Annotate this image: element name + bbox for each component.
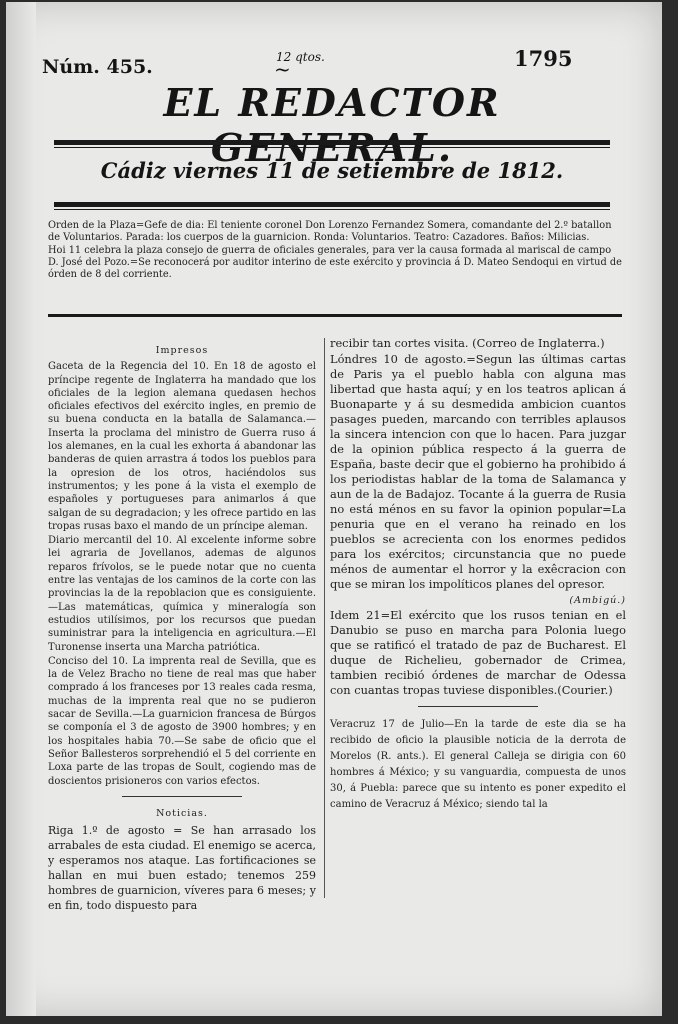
masthead-rule-thin xyxy=(54,147,610,148)
conciso-paragraph: Conciso del 10. La imprenta real de Sevilla, que es la de Velez Bracho no tiene de real mas que haber comprado á los franceses por 13 reales cada resma, muchas de la imprenta real que no se pudieron sacar de Sevilla.—La guarnicion francesa de Búrgos se componía el 3 de agosto de 3900 hombres; y en los hospitales habia 70.—Se sabe de oficio que el Señor Ballesteros sorprehendió el 5 del corriente en Loxa parte de las tropas de Soult, cogiendo mas de doscientos prisioneros con varios efectos. xyxy=(48,655,316,787)
idem-paragraph: Idem 21=El exército que los rusos tenian en el Danubio se puso en marcha para Polonia luego que se ratificó el tratado de paz de Bucharest. El duque de Richelieu, gobernador de Crimea, tambien recibió órdenes de marchar de Odessa con cuantas tropas tuviese disponibles.(Courier.) xyxy=(330,608,626,697)
orden-de-la-plaza xyxy=(48,220,622,282)
newspaper-page xyxy=(6,2,662,1016)
dateline-rule xyxy=(54,202,610,207)
page-number: 1795 xyxy=(514,46,573,71)
orden-text: Orden de la Plaza=Gefe de dia: El teniente coronel Don Lorenzo Fernandez Somera, comandante del 2.º batallon de Voluntarios. Parada: los cuerpos de la guarnicion. Ronda: Voluntarios. Teatro: Cazadores. Baños: Milicias. xyxy=(48,220,612,243)
veracruz-paragraph: Veracruz 17 de Julio—En la tarde de este dia se ha recibido de oficio la plausible noticia de la derrota de Morelos (R. ants.). El general Calleja se dirigia con 60 hombres á México; y su vanguardia, compuesta de unos 30, á Puebla: parece que su intento es poner expedito el camino de Veracruz á México; siendo tal la xyxy=(330,719,626,810)
noticias-divider xyxy=(122,796,242,797)
veracruz-divider xyxy=(418,706,538,707)
left-column xyxy=(48,342,316,914)
dateline: Cádiz viernes 11 de setiembre de 1812. xyxy=(100,158,564,183)
right-column xyxy=(330,336,626,814)
londres-paragraph: Lóndres 10 de agosto.=Segun las últimas cartas de Paris ya el pueblo habla con alguna mas libertad que hasta aquí; y en los teatros aplican á Buonaparte y á su desmedida ambicion cuantos pasages pueden, marcando con terribles aplausos la sincera intencion con que lo hacen. Para juzgar de la opinion pública respecto á la guerra de España, baste decir que el gobierno ha prohibido á los periodistas hablar de la toma de Salamanca y aun de la de Badajoz. Tocante á la guerra de Rusia no está ménos en su favor la opinion popular=La penuria que en el verano ha reinado en los pueblos se acrecienta con los enormes pedidos para los exércitos; circunstancia que no puede ménos de aumentar el horror y la exêcracion con que se miran los impolíticos planes del opresor. xyxy=(330,352,626,591)
issue-number: Núm. 455. xyxy=(42,56,153,78)
diario-paragraph: Diario mercantil del 10. Al excelente informe sobre lei agraria de Jovellanos, ademas de algunos reparos frívolos, se le puede notar que no cuenta entre las ventajas de los caminos de la corte con las provincias la de la repoblacion que es consiguiente.—Las matemáticas, química y mineralogía son estudios utilísimos, por los recursos que puedan suministrar para la inteligencia en agricultura.—El Turonense inserta una Marcha patriótica. xyxy=(48,535,316,653)
price-label: 12 qtos. xyxy=(276,50,325,64)
orden-text-2: Hoi 11 celebra la plaza consejo de guerra de oficiales generales, para ver la causa formada al mariscal de campo D. José del Pozo.=Se reconocerá por auditor interino de este exército y provincia á D. Mateo Sendoqui en virtud de órden de 8 del corriente. xyxy=(48,245,622,280)
riga-paragraph: Riga 1.º de agosto = Se han arrasado los arrabales de esta ciudad. El enemigo se acerca, y esperamos nos ataque. Las fortificaciones se hallan en mui buen estado; tenemos 259 hombres de guarnicion, víveres para 6 meses; y en fin, todo dispuesto para xyxy=(48,824,316,913)
noticias-heading: Noticias. xyxy=(156,807,208,819)
ambigu-source: (Ambigú.) xyxy=(569,595,626,606)
masthead-title: EL REDACTOR xyxy=(163,80,501,125)
flourish-ornament: ~ xyxy=(274,57,291,81)
correo-paragraph: recibir tan cortes visita. (Correo de Inglaterra.) xyxy=(330,336,605,350)
section-rule xyxy=(48,314,622,317)
dateline-rule-thin xyxy=(54,209,610,210)
gaceta-paragraph: Gaceta de la Regencia del 10. En 18 de agosto el príncipe regente de Inglaterra ha mandado que los oficiales de la legion alemana quedasen hechos oficiales efectivos del exército ingles, en premio de su buena conducta en la batalla de Salamanca.—Inserta la proclama del ministro de Guerra ruso á los alemanes, en la cual les exhorta á abandonar las banderas de quien arrastra á todos los pueblos para la opresion de los otros, haciéndolos sus instrumentos; y les pone á la vista el exemplo de españoles y portugueses para animarlos á que salgan de su degradacion; y les ofrece partido en las tropas rusas baxo el mando de un príncipe aleman. xyxy=(48,361,316,532)
column-divider xyxy=(324,338,325,898)
masthead-rule-top xyxy=(54,140,610,145)
impresos-heading: Impresos xyxy=(155,345,209,356)
page-edge-shadow xyxy=(6,2,36,1016)
